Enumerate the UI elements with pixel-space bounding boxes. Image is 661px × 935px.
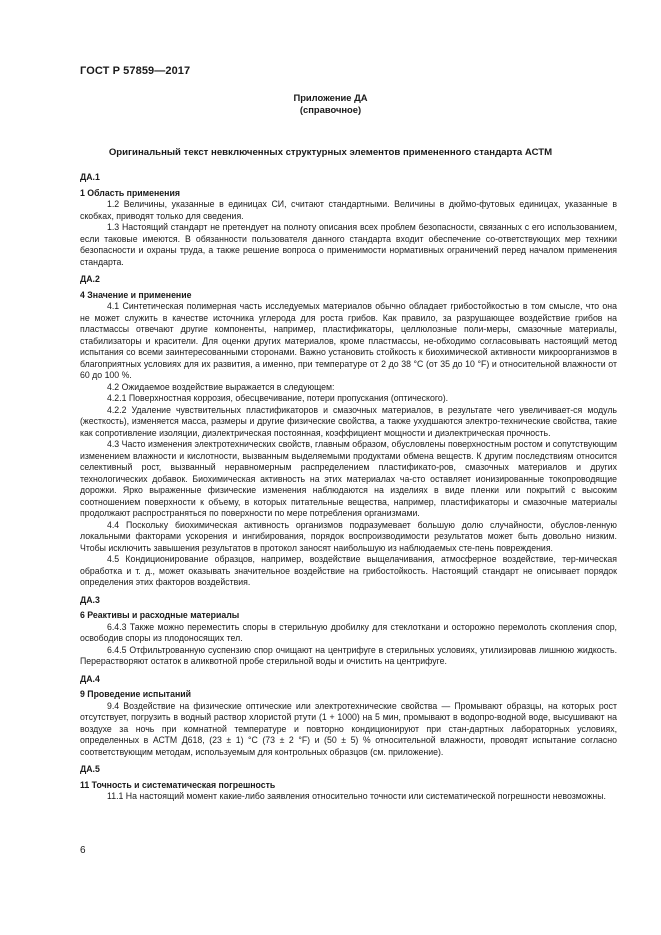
paragraph: 4.2.1 Поверхностная коррозия, обесцвечивание, потери пропускания (оптического). xyxy=(107,393,449,403)
paragraph: 6.4.5 Отфильтрованную суспензию спор очищают на центрифуге в стерильных условиях, утилизировав лишнюю жидкость. Перерастворяют остаток в аликвотной пробе стерильной воды и очистить на центрифуге. xyxy=(80,644,617,666)
section-title: 6 Реактивы и расходные материалы xyxy=(80,610,240,620)
page-number: 6 xyxy=(80,845,86,856)
section-id: ДА.2 xyxy=(80,274,100,284)
section-title: 11 Точность и систематическая погрешность xyxy=(80,779,276,790)
paragraph: 4.1 Синтетическая полимерная часть исследуемых материалов обычно обладает грибостойкостью в том смысле, что она не может служить в качестве источника углерода для роста грибов. Как правило, за разрушающее воздействие грибов на пластмассы отвечают другие компоненты, например, пластификаторы, целлюлозные поли-меры, смазочные материалы, стабилизаторы и красители. Для оценки других материалов, кроме пластмассы, не-обходимо согласовывать настоящий метод испытания со всеми заинтересованными сторонами. Важно установить стойкость к биохимической активности микроорганизмов в благоприятных условиях для их развития, а именно, при температуре от 2 до 38 °С (от 35 до 10 °F) и относительной влажности от 60 до 100 %. xyxy=(80,301,617,380)
annex-heading xyxy=(80,92,581,115)
paragraph: 4.3 Часто изменения электротехнических свойств, главным образом, обусловлены поверхностным ростом и сопутствующим изменением влажности и кислотности, вызванным выделяемыми продуктами обмена веществ. К другим последствиям относится селективный рост, вызванный неравномерным распределением пластификато-ров, смазочных материалов и других технологических добавок. Биохимическая активность на этих материалах ча-сто оставляет ионизированные токопроводящие дорожки. Ярко выраженные физические изменения наблюдаются на изделиях в виде пленки или покрытий с высоким соотношением поверхности к объему, в которых питательные вещества, например, пластификаторы и смазочные материалы продолжают распространяться по поверхности по мере потребления организмами. xyxy=(80,439,617,518)
paragraph: 6.4.3 Также можно переместить споры в стерильную дробилку для стеклоткани и осторожно перемолоть скопления спор, освободив споры из плодоносящих тел. xyxy=(80,621,617,643)
paragraph: 4.4 Поскольку биохимическая активность организмов подразумевает большую долю случайности, обуслов-ленную локальными факторами ускорения и ингибирования, порядок воспроизводимости результатов может быть довольно низким. Чтобы исключить завышения результатов в протокол заносят наибольшую из наблюдаемых сте-пень повреждения. xyxy=(80,519,617,553)
paragraph: 11.1 На настоящий момент какие-либо заявления относительно точности или систематической погрешности невозможны. xyxy=(107,791,606,801)
section-id: ДА.4 xyxy=(80,673,100,684)
section-title: 9 Проведение испытаний xyxy=(80,689,191,699)
paragraph: 4.5 Кондиционирование образцов, например, воздействие выщелачивания, атмосферное воздействие, тер-мическая обработка и т. д., может оказывать значительное воздействие на грибостойкость. Настоящий стандарт не описывает порядок определения этих факторов воздействия. xyxy=(80,554,617,587)
paragraph: 1.2 Величины, указанные в единицах СИ, считают стандартными. Величины в дюймо-футовых единицах, указанные в скобках, приводят только для сведения. xyxy=(80,199,617,221)
section-title: 4 Значение и применение xyxy=(80,289,192,300)
main-title: Оригинальный текст невключенных структурных элементов примененного стандарта АСТМ xyxy=(108,147,553,158)
annex-title: Приложение ДА xyxy=(293,92,368,103)
section-title: 1 Область применения xyxy=(80,187,180,198)
document-header: ГОСТ Р 57859—2017 xyxy=(80,65,191,77)
paragraph: 1.3 Настоящий стандарт не претендует на полноту описания всех проблем безопасности, связанных с его использованием, если таковые имеются. В обязанности пользователя данного стандарта входит обеспечение со-ответствующих мер техники безопасности и охраны труда, а также решение вопроса о применимости нормативных ограничений перед началом применения стандарта. xyxy=(80,222,617,267)
document-body xyxy=(80,172,617,803)
section-id: ДА.3 xyxy=(80,594,100,605)
paragraph: 9.4 Воздействие на физические оптические или электротехнические свойства — Промывают образцы, на которых рост отсутствует, погрузить в водный раствор хлористой ртути (1 + 1000) на 5 мин, промывают в водопро-водной воде, высушивают на воздухе за ночь при комнатной температуре и повторно кондиционируют при стан-дартных лабораторных условиях, определенных в АСТМ Д618, (23 ± 1) °С (73 ± 2 °F) и (50 ± 5) % относительной влажности, проводят испытание согласно соответствующим методам, используемым для контрольных образцов (см. приложение). xyxy=(80,700,617,757)
section-id: ДА.1 xyxy=(80,172,100,182)
paragraph: 4.2.2 Удаление чувствительных пластификаторов и смазочных материалов, в результате чего увеличивает-ся модуль (жесткость), изменяется масса, размеры и другие физические свойства, а также ухудшаются электро-технические свойства, такие как сопротивление изоляции, диэлектрическая постоянная, коэффициент мощности и диэлектрическая прочность. xyxy=(80,404,617,438)
paragraph: 4.2 Ожидаемое воздействие выражается в следующем: xyxy=(107,381,335,392)
section-id: ДА.5 xyxy=(80,764,100,774)
annex-subtitle: (справочное) xyxy=(299,103,362,115)
